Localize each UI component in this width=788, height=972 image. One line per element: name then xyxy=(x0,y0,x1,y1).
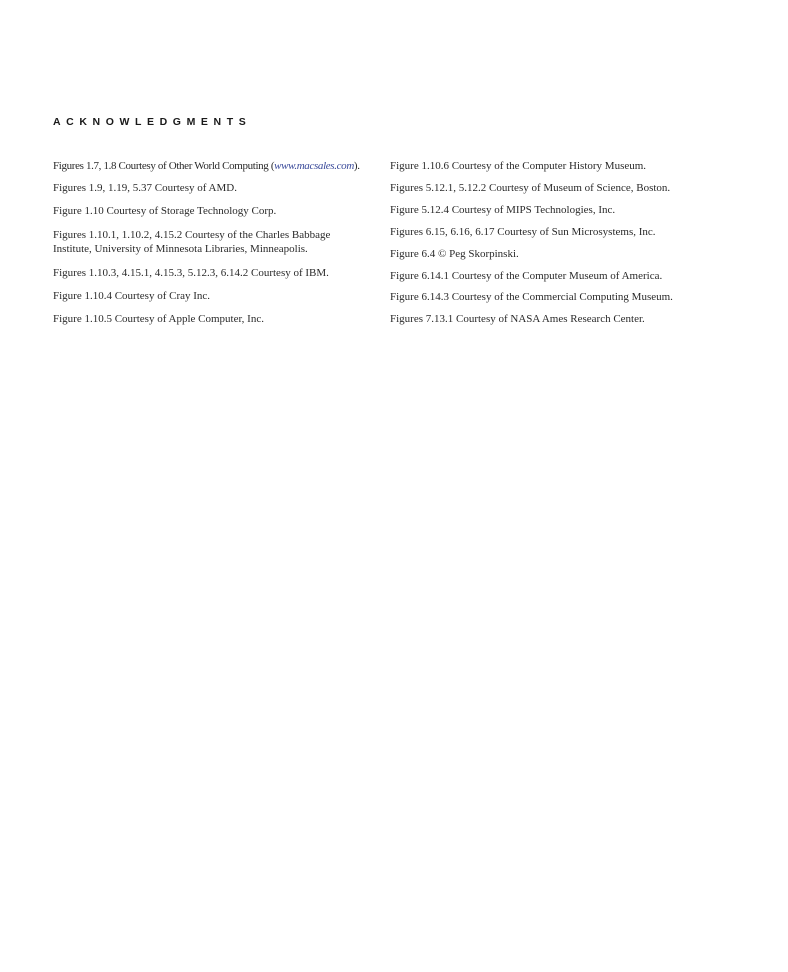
acknowledgment-entry: Figures 1.10.3, 4.15.1, 4.15.3, 5.12.3, 6.14.2 Courtesy of IBM. xyxy=(53,267,329,279)
acknowledgment-entry: Figures 6.15, 6.16, 6.17 Courtesy of Sun Microsystems, Inc. xyxy=(390,226,656,238)
acknowledgment-entry xyxy=(53,228,330,256)
website-link[interactable]: www.macsales.com xyxy=(274,160,354,172)
acknowledgment-entry: Figure 6.14.1 Courtesy of the Computer Museum of America. xyxy=(390,270,663,282)
entry-text-line: Institute, University of Minnesota Libraries, Minneapolis. xyxy=(53,243,308,255)
acknowledgment-entry: Figure 6.4 © Peg Skorpinski. xyxy=(390,248,519,260)
entry-text-line: Figures 1.10.1, 1.10.2, 4.15.2 Courtesy of the Charles Babbage xyxy=(53,229,331,241)
acknowledgment-entry: Figures 7.13.1 Courtesy of NASA Ames Research Center. xyxy=(390,313,645,325)
acknowledgment-entry: Figure 1.10.6 Courtesy of the Computer History Museum. xyxy=(390,160,647,172)
acknowledgment-entry: Figure 1.10.5 Courtesy of Apple Computer, Inc. xyxy=(53,313,264,325)
acknowledgment-entry: Figures 5.12.1, 5.12.2 Courtesy of Museum of Science, Boston. xyxy=(390,182,671,194)
acknowledgment-entry: Figure 1.10.4 Courtesy of Cray Inc. xyxy=(53,290,211,302)
entry-text: ). xyxy=(353,160,360,172)
acknowledgment-entry: Figures 1.9, 1.19, 5.37 Courtesy of AMD. xyxy=(53,182,237,194)
acknowledgment-entry: Figure 6.14.3 Courtesy of the Commercial Computing Museum. xyxy=(390,291,673,303)
acknowledgment-entry xyxy=(53,159,360,173)
section-heading: ACKNOWLEDGMENTS xyxy=(53,116,252,128)
acknowledgment-entry: Figure 1.10 Courtesy of Storage Technology Corp. xyxy=(53,205,277,217)
acknowledgment-entry: Figure 5.12.4 Courtesy of MIPS Technologies, Inc. xyxy=(390,204,616,216)
entry-text: Figures 1.7, 1.8 Courtesy of Other World Computing ( xyxy=(53,160,275,172)
